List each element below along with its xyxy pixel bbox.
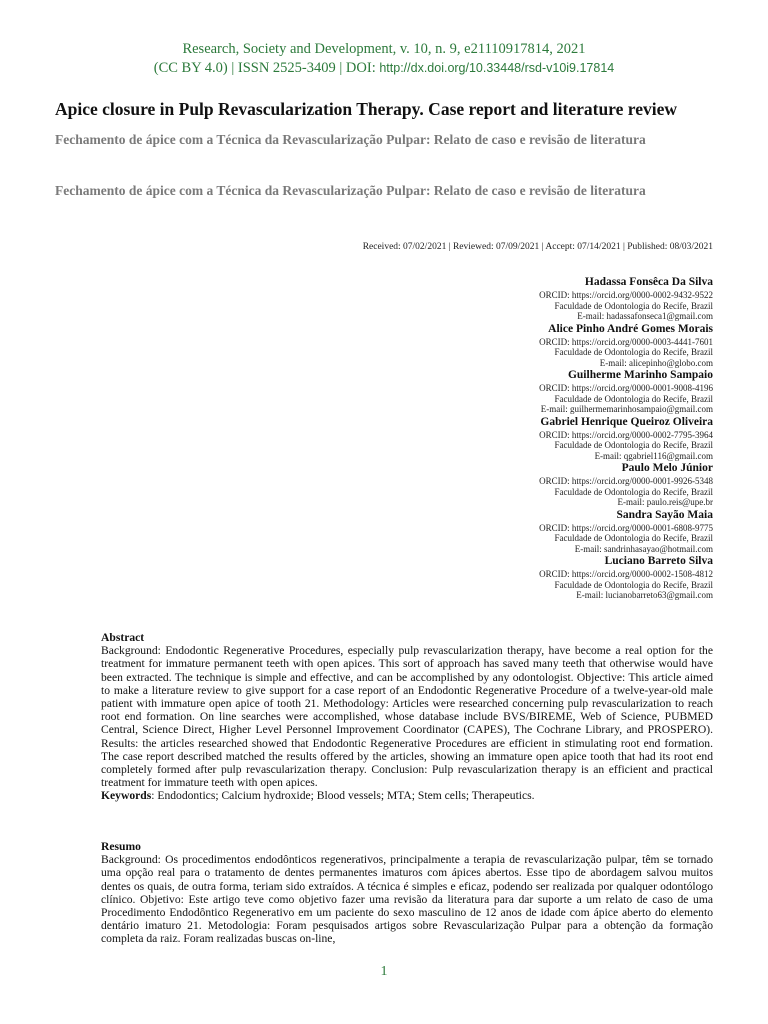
author-orcid[interactable]: ORCID: https://orcid.org/0000-0001-6808-9775	[539, 522, 713, 533]
author-block	[313, 461, 713, 508]
author-name: Guilherme Marinho Sampaio	[567, 369, 713, 381]
author-name: Paulo Melo Júnior	[621, 462, 713, 474]
author-name: Gabriel Henrique Queiroz Oliveira	[540, 415, 713, 428]
keywords-line	[101, 789, 713, 802]
page-number: 1	[380, 964, 388, 979]
journal-license-line	[0, 60, 768, 77]
license-issn-text: (CC BY 4.0) | ISSN 2525-3409 | DOI:	[153, 60, 380, 76]
submission-dates: Received: 07/02/2021 | Reviewed: 07/09/2021 | Accept: 07/14/2021 | Published: 08/03/2021	[362, 242, 713, 252]
author-block	[313, 368, 713, 415]
author-block	[313, 508, 713, 555]
keywords-label: Keywords	[101, 789, 152, 803]
author-name: Alice Pinho André Gomes Morais	[548, 322, 713, 335]
author-name: Sandra Sayão Maia	[616, 508, 713, 521]
author-affiliation: Faculdade de Odontologia do Recife, Brazil	[554, 486, 713, 497]
abstract-heading: Abstract	[101, 631, 145, 644]
author-affiliation: Faculdade de Odontologia do Recife, Brazil	[554, 533, 713, 543]
author-name: Hadassa Fonsêca Da Silva	[584, 276, 713, 288]
author-block	[313, 322, 713, 369]
journal-citation: Research, Society and Development, v. 10, n. 9, e21110917814, 2021	[182, 41, 586, 57]
author-orcid[interactable]: ORCID: https://orcid.org/0000-0002-7795-3964	[539, 429, 713, 440]
paper-title: Apice closure in Pulp Revascularization Therapy. Case report and literature review	[55, 99, 678, 119]
author-affiliation: Faculdade de Odontologia do Recife, Brazil	[554, 300, 713, 311]
author-email[interactable]: E-mail: alicepinho@globo.com	[599, 357, 713, 368]
author-email[interactable]: E-mail: qgabriel116@gmail.com	[594, 450, 713, 461]
author-orcid[interactable]: ORCID: https://orcid.org/0000-0003-4441-7601	[539, 336, 713, 347]
resumo-heading: Resumo	[101, 840, 141, 853]
author-list	[313, 275, 713, 601]
author-email[interactable]: E-mail: guilhermemarinhosampaio@gmail.com	[540, 404, 713, 414]
author-affiliation: Faculdade de Odontologia do Recife, Brazil	[554, 347, 713, 357]
doi-link[interactable]: http://dx.doi.org/10.33448/rsd-v10i9.17814	[379, 61, 615, 75]
author-affiliation: Faculdade de Odontologia do Recife, Brazil	[554, 440, 713, 450]
author-affiliation: Faculdade de Odontologia do Recife, Brazil	[554, 393, 713, 404]
author-email[interactable]: E-mail: lucianobarreto63@gmail.com	[576, 590, 713, 600]
author-name: Luciano Barreto Silva	[604, 555, 713, 567]
author-orcid[interactable]: ORCID: https://orcid.org/0000-0002-1508-4812	[539, 569, 713, 579]
author-orcid[interactable]: ORCID: https://orcid.org/0000-0001-9008-4196	[539, 383, 713, 393]
author-block	[313, 275, 713, 322]
paper-subtitle-2: Fechamento de ápice com a Técnica da Revascularização Pulpar: Relato de caso e revisão de literatura	[55, 183, 646, 198]
abstract-section	[101, 631, 713, 803]
author-orcid[interactable]: ORCID: https://orcid.org/0000-0002-9432-9522	[539, 290, 713, 300]
author-orcid[interactable]: ORCID: https://orcid.org/0000-0001-9926-5348	[539, 476, 713, 486]
paper-subtitle-1: Fechamento de ápice com a Técnica da Revascularização Pulpar: Relato de caso e revisão de literatura	[55, 132, 646, 147]
abstract-text: Background: Endodontic Regenerative Procedures, especially pulp revascularization therapy, have become a real option for the treatment for immature permanent teeth with open apices. This sort of approach has saved many teeth that otherwise would have been extracted. The technique is simple and effective, and can be accomplished by any odontologist. Objective: This article aimed to make a literature review to give support for a case report of an Endodontic Regenerative Procedure of a twelve-year-old male patient with immature open apice of tooth 21. Methodology: Articles were researched concerning pulp revascularization to reach root end formation. On line searches were accomplished, whose database include BVS/BIREME, Web of Science, PUBMED Central, Science Direct, Higher Level Personnel Improvement Coordinator (CAPES), The Cochrane Library, and PROSPERO). Results: the articles researched showed that Endodontic Regenerative Procedures are efficient in stimulating root end formation. The case report described matched the results offered by the articles, showing an immature open apice tooth that had its root end completely formed after pulp revascularization therapy. Conclusion: Pulp revascularization therapy is an efficient and practical treatment for immature teeth with open apices.	[101, 644, 713, 790]
author-block	[313, 554, 713, 601]
author-email[interactable]: E-mail: paulo.reis@upe.br	[617, 497, 713, 507]
author-email[interactable]: E-mail: hadassafonseca1@gmail.com	[577, 311, 713, 321]
author-block	[313, 415, 713, 462]
keywords-text: : Endodontics; Calcium hydroxide; Blood vessels; MTA; Stem cells; Therapeutics.	[151, 789, 535, 803]
resumo-section	[101, 840, 713, 946]
resumo-text: Background: Os procedimentos endodônticos regenerativos, principalmente a terapia de revascularização pulpar, têm se tornado uma opção real para o tratamento de dentes permanentes imaturos com ápices abertos. Esse tipo de abordagem salvou muitos dentes os quais, de outra forma, teriam sido extraídos. A técnica é simples e eficaz, podendo ser realizada por qualquer odontólogo clínico. Objetivo: Este artigo teve como objetivo fazer uma revisão da literatura para dar suporte a um relato de caso de uma Procedimento Endodôntico Regenerativo em um paciente do sexo masculino de 12 anos de idade com ápice aberto do elemento dentário imaturo 21. Metodologia: Foram pesquisados artigos sobre Revascularização Pulpar para a obtenção da formação completa da raiz. Foram realizadas buscas on-line,	[101, 853, 713, 946]
author-email[interactable]: E-mail: sandrinhasayao@hotmail.com	[574, 543, 713, 554]
author-affiliation: Faculdade de Odontologia do Recife, Brazil	[554, 579, 713, 590]
